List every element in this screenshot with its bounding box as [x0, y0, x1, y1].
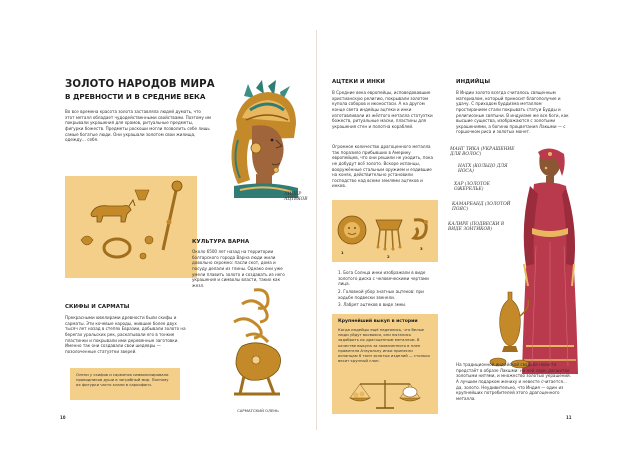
indians-text-1: В Индии золото всегда считалось священным материалом, который приносит благополучие и удачу. С приходом буддизма металлом простиранием стали покрывать статуи Будды и религиозные святыни. В индуизме же все боги, как высшие существа, изображаются с золотыми украшениями, а богиню процветания Лакшми — с горшочком риса и золотых монет. [456, 90, 569, 135]
scales-illustration [340, 376, 430, 412]
item-number-3: 3 [420, 246, 423, 251]
jewelry-label-kalire: КАЛИРЕ (ПОДВЕСКИ В ВИДЕ ЗОНТИКОВ) [448, 222, 505, 233]
note-box [70, 368, 180, 400]
gold-vessels-illustration [488, 288, 532, 372]
sarmatian-deer-illustration [224, 286, 294, 404]
book-spread [48, 30, 588, 430]
jewelry-label-nath: НАТХ (КОЛЬЦО ДЛЯ НОСА) [458, 164, 508, 175]
jewelry-label-kamarband: КАМАРБАНД (ЗОЛОТОЙ ПОЯС) [452, 202, 511, 213]
note-text: Олени у скифов и сарматов символизировали проводников души в загробный мир. Поэтому их фигурки часто клали в саркофаги. [76, 372, 169, 388]
indians-title: ИНДИЙЦЫ [456, 79, 491, 85]
page-subtitle: В ДРЕВНОСТИ И В СРЕДНИЕ ВЕКА [65, 92, 206, 101]
varna-artifacts-panel [65, 176, 197, 278]
varna-title: КУЛЬТУРА ВАРНА [192, 239, 250, 245]
aztec-leader-label: ЛИДЕР АЦТЕКОВ [284, 192, 308, 203]
aztecs-title: АЦТЕКИ И ИНКИ [332, 79, 385, 85]
page-number-left: 10 [60, 415, 66, 420]
ransom-text: Когда индейцы ещё надеялись, что белые люди уйдут восвояси, они пытались задобрить их драгоценным металлом. В качестве выкупа за захваченного в плен правителя Атауальпу инки принесли испанцам 6 тонн золотых изделий — столько весит крупный слон. [338, 327, 430, 364]
ransom-box [332, 314, 438, 414]
list-item: 3. Лабрет ацтеков в виде змеи. [338, 302, 407, 308]
scythians-text: Прекрасными ювелирами древности были скифы и сарматы. Эти кочевые народы, жившие более двух тысяч лет назад в степях Евразии, добывали золото на берегах уральских рек, раскатывали его в тонкие пластинки и покрывали ими деревянные заготовки. Именно так они создавали свои шедевры — позолоченные статуэтки зверей. [65, 315, 186, 354]
aztecs-text-1: В Средние века европейцы, исповедовавшие христианскую религию, покрывали золотом купола соборов и иконостаси. А на другом конце света индейцы ацтеки и инки изготавливали из жёлтого металла статуэтки божеств, ритуальные маски, пластины для украшения стен и полотна кораблей. [332, 90, 433, 129]
page-number-right: 11 [566, 415, 572, 420]
intro-text: Во все времена красота золота заставляла людей думать, что этот металл обладает чудодейственными свойствами. Поэтому им покрывали украшения для храмов, ритуальные предметы, фигурки божеств. Предметы роскоши могли позволить себе лишь самые богатые люди. Они украшали золотом свои жилища, одежду… себя. [65, 109, 211, 143]
list-item: 1. Бога Солнца инки изображали в виде золотого диска с человеческими чертами лица. [338, 270, 429, 287]
item-number-1: 1 [341, 250, 344, 255]
scythians-title: СКИФЫ И САРМАТЫ [65, 304, 130, 310]
indians-text-2: На традиционной индийской свадьбе невеста предстаёт в образе Лакшми: на ней сари, расшитое золотыми нитями, и множество золотых украшений. А лучшим подарком жениху и невесте считается… да, золото. Неудивительно, что Индия — один из крупнейших потребителей этого драгоценного металла. [456, 362, 572, 401]
ransom-title: Крупнейший выкуп в истории [338, 319, 418, 324]
aztecs-text-2: Огромное количество драгоценного металла так поразило прибывших в Америку европейцев, что они решили не уходить, пока не добудут всё золото. Вскоре испанцы, вооружённые стальным оружием и ездившие на конях, действительно установили господство над всеми землями ацтеков и инков. [332, 144, 433, 189]
deer-label: САРМАТСКИЙ ОЛЕНЬ [237, 408, 279, 413]
aztec-items-list [338, 270, 438, 310]
varna-text: Около 6500 лет назад на территории болгарского города Варна люди жили довольно скромно: пасли скот, дома и посуду делали из глины. Однако они уже умели плавить золото и создавать из него украшения и символы власти, таких как жезл. [192, 249, 285, 288]
list-item: 2. Головной убор знатных ацтеков: при ходьбе подвески звенели. [338, 288, 424, 300]
item-number-2: 2 [387, 254, 390, 259]
page-title: ЗОЛОТО НАРОДОВ МИРА [65, 79, 215, 90]
aztec-artifacts-panel [332, 200, 438, 262]
jewelry-label-har: ХАР (ЗОЛОТОЕ ОЖЕРЕЛЬЕ) [454, 182, 490, 193]
aztec-leader-illustration [216, 80, 316, 198]
jewelry-label-mang-tika: МАНГ ТИКА (УКРАШЕНИЕ ДЛЯ ВОЛОС) [450, 147, 515, 158]
book-gutter [316, 30, 317, 430]
